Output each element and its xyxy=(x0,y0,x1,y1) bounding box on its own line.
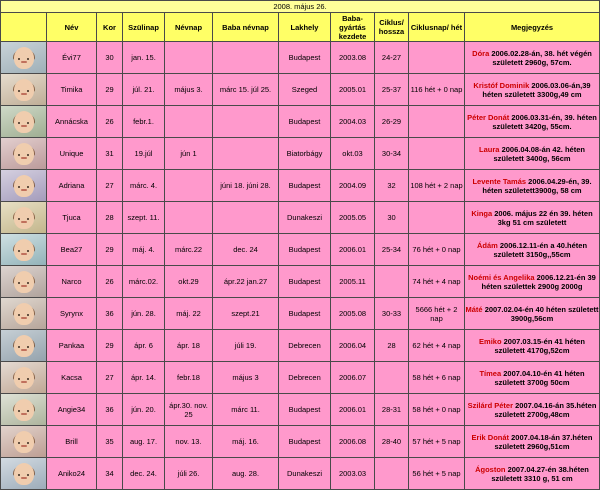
cell-cycle-length: 24-27 xyxy=(375,42,409,74)
cell-nameday xyxy=(165,106,213,138)
column-header-cycle-day: Ciklusnap/ hét xyxy=(409,13,465,42)
cell-cycle-length: 28-31 xyxy=(375,394,409,426)
table-row xyxy=(1,234,600,266)
cell-birthday: jún. 28. xyxy=(123,298,165,330)
table-row xyxy=(1,426,600,458)
cell-birthday: szept. 11. xyxy=(123,202,165,234)
note-detail: 2007.04.10-én 41 héten született 3700g 50cm xyxy=(494,368,585,387)
column-header-age: Kor xyxy=(97,13,123,42)
cell-start: 2006.07 xyxy=(331,362,375,394)
cell-name: Timika xyxy=(47,74,97,106)
cell-birthday: jún. 20. xyxy=(123,394,165,426)
cell-baby-nameday: júli 19. xyxy=(213,330,279,362)
cell-start: 2006.08 xyxy=(331,426,375,458)
cell-baby-nameday xyxy=(213,138,279,170)
column-header-birthday: Szülinap xyxy=(123,13,165,42)
cell-baby-nameday xyxy=(213,42,279,74)
table-row xyxy=(1,266,600,298)
avatar xyxy=(1,298,47,330)
note-baby-name: Máté xyxy=(465,304,483,314)
header-row xyxy=(1,13,600,42)
cell-age: 30 xyxy=(97,42,123,74)
cell-nameday: febr.18 xyxy=(165,362,213,394)
cell-cycle-day: 116 hét + 0 nap xyxy=(409,74,465,106)
note-detail: 2006.04.29-én, 39. héten született3900g, 58 cm xyxy=(482,176,592,195)
cell-age: 34 xyxy=(97,458,123,490)
cell-start: 2003.03 xyxy=(331,458,375,490)
cell-start: 2005.05 xyxy=(331,202,375,234)
cell-age: 36 xyxy=(97,394,123,426)
cell-name: Bea27 xyxy=(47,234,97,266)
cell-city: Dunakeszi xyxy=(279,458,331,490)
cell-baby-nameday xyxy=(213,106,279,138)
cell-baby-nameday: máj. 16. xyxy=(213,426,279,458)
cell-nameday: ápr. 18 xyxy=(165,330,213,362)
cell-cycle-length: 25-34 xyxy=(375,234,409,266)
cell-note xyxy=(465,170,600,202)
table-row xyxy=(1,394,600,426)
cell-start: 2004.03 xyxy=(331,106,375,138)
cell-baby-nameday: aug. 28. xyxy=(213,458,279,490)
cell-birthday: márc.02. xyxy=(123,266,165,298)
cell-age: 35 xyxy=(97,426,123,458)
cell-birthday: máj. 4. xyxy=(123,234,165,266)
note-detail: 2006.03.06-án,39 héten született 3300g,49 cm xyxy=(482,80,591,99)
table-row xyxy=(1,330,600,362)
note-baby-name: Dóra xyxy=(472,48,490,58)
cell-city: Budapest xyxy=(279,170,331,202)
cell-note xyxy=(465,298,600,330)
avatar xyxy=(1,426,47,458)
cell-note xyxy=(465,458,600,490)
cell-name: Syrynx xyxy=(47,298,97,330)
cell-age: 28 xyxy=(97,202,123,234)
cell-name: Tjuca xyxy=(47,202,97,234)
cell-note xyxy=(465,202,600,234)
cell-age: 29 xyxy=(97,330,123,362)
cell-name: Angie34 xyxy=(47,394,97,426)
cell-cycle-day: 5666 hét + 2 nap xyxy=(409,298,465,330)
cell-nameday xyxy=(165,202,213,234)
cell-name: Kacsa xyxy=(47,362,97,394)
avatar xyxy=(1,330,47,362)
cell-city: Szeged xyxy=(279,74,331,106)
title-row xyxy=(1,1,600,13)
cell-cycle-length xyxy=(375,266,409,298)
note-detail: 2007.02.04-én 40 héten született 3900g,56cm xyxy=(484,304,599,323)
cell-start: okt.03 xyxy=(331,138,375,170)
note-baby-name: Laura xyxy=(479,144,500,154)
cell-note xyxy=(465,266,600,298)
note-detail: 2007.04.16-án 35.héten született 2700g,48cm xyxy=(494,400,597,419)
cell-age: 36 xyxy=(97,298,123,330)
column-header-cycle-length: Ciklus/ hossza xyxy=(375,13,409,42)
cell-city: Budapest xyxy=(279,234,331,266)
note-detail: 2006.12.11-én a 40.héten született 3150g,,55cm xyxy=(493,240,588,259)
cell-cycle-length: 25-37 xyxy=(375,74,409,106)
avatar xyxy=(1,42,47,74)
avatar xyxy=(1,170,47,202)
note-baby-name: Szilárd Péter xyxy=(467,400,514,410)
note-baby-name: Kristóf Dominik xyxy=(473,80,530,90)
note-baby-name: Erik Donát xyxy=(471,432,510,442)
cell-age: 27 xyxy=(97,362,123,394)
cell-name: Annácska xyxy=(47,106,97,138)
cell-city: Budapest xyxy=(279,298,331,330)
avatar xyxy=(1,394,47,426)
cell-start: 2006.01 xyxy=(331,234,375,266)
cell-cycle-day: 108 hét + 2 nap xyxy=(409,170,465,202)
cell-birthday: dec. 24. xyxy=(123,458,165,490)
avatar xyxy=(1,266,47,298)
avatar xyxy=(1,362,47,394)
cell-name: Adriana xyxy=(47,170,97,202)
cell-start: 2005.01 xyxy=(331,74,375,106)
cell-cycle-day: 74 hét + 4 nap xyxy=(409,266,465,298)
cell-cycle-day xyxy=(409,42,465,74)
table-row xyxy=(1,42,600,74)
cell-baby-nameday xyxy=(213,202,279,234)
avatar xyxy=(1,202,47,234)
note-baby-name: Ádám xyxy=(476,240,498,250)
note-detail: 2006.02.28-án, 38. hét végén született 2960g, 57cm. xyxy=(491,48,592,67)
note-detail: 2007.03.15-én 41 héten született 4170g,52cm xyxy=(494,336,585,355)
cell-start: 2005.08 xyxy=(331,298,375,330)
cell-nameday xyxy=(165,42,213,74)
note-baby-name: Levente Tamás xyxy=(472,176,527,186)
avatar xyxy=(1,234,47,266)
cell-note xyxy=(465,362,600,394)
cell-birthday: jan. 15. xyxy=(123,42,165,74)
cell-nameday: máj. 22 xyxy=(165,298,213,330)
cell-start: 2006.04 xyxy=(331,330,375,362)
cell-baby-nameday: márc 15. júl 25. xyxy=(213,74,279,106)
cell-city: Budapest xyxy=(279,106,331,138)
cell-birthday: 19.júl xyxy=(123,138,165,170)
cell-note xyxy=(465,234,600,266)
cell-cycle-day xyxy=(409,138,465,170)
cell-age: 29 xyxy=(97,74,123,106)
table-row xyxy=(1,106,600,138)
cell-age: 27 xyxy=(97,170,123,202)
cell-note xyxy=(465,394,600,426)
table-row xyxy=(1,74,600,106)
note-baby-name: Péter Donát xyxy=(467,112,510,122)
avatar xyxy=(1,138,47,170)
table-row xyxy=(1,170,600,202)
cell-city: Debrecen xyxy=(279,330,331,362)
cell-note xyxy=(465,42,600,74)
cell-cycle-length: 28-40 xyxy=(375,426,409,458)
note-baby-name: Ágoston xyxy=(475,464,506,474)
avatar xyxy=(1,74,47,106)
cell-nameday: okt.29 xyxy=(165,266,213,298)
note-baby-name: Kinga xyxy=(471,208,493,218)
cell-city: Biatorbágy xyxy=(279,138,331,170)
cell-name: Unique xyxy=(47,138,97,170)
cell-baby-nameday: márc 11. xyxy=(213,394,279,426)
note-detail: 2006.12.21-én 39 héten születtek 2900g 2000g xyxy=(481,272,596,291)
cell-cycle-length: 26-29 xyxy=(375,106,409,138)
cell-nameday: márc.22 xyxy=(165,234,213,266)
note-detail: 2007.04.18-án 37.héten született 2960g,51cm xyxy=(494,432,593,451)
table-row xyxy=(1,458,600,490)
cell-cycle-length: 30-34 xyxy=(375,138,409,170)
table-row xyxy=(1,362,600,394)
cell-note xyxy=(465,138,600,170)
cell-baby-nameday: dec. 24 xyxy=(213,234,279,266)
note-baby-name: Tímea xyxy=(479,368,502,378)
cell-baby-nameday: júni 18. júni 28. xyxy=(213,170,279,202)
table-row xyxy=(1,138,600,170)
note-detail: 2006.04.08-án 42. héten született 3400g, 56cm xyxy=(493,144,585,163)
cell-nameday: nov. 13. xyxy=(165,426,213,458)
cell-cycle-day: 58 hét + 6 nap xyxy=(409,362,465,394)
cell-name: Narco xyxy=(47,266,97,298)
cell-age: 29 xyxy=(97,234,123,266)
cell-birthday: aug. 17. xyxy=(123,426,165,458)
cell-city: Budapest xyxy=(279,394,331,426)
cell-city: Dunakeszi xyxy=(279,202,331,234)
cell-note xyxy=(465,106,600,138)
avatar xyxy=(1,458,47,490)
cell-cycle-length: 28 xyxy=(375,330,409,362)
cell-cycle-length xyxy=(375,458,409,490)
cell-name: Pankaa xyxy=(47,330,97,362)
cell-start: 2003.08 xyxy=(331,42,375,74)
document-title: 2008. május 26. xyxy=(1,1,600,13)
cell-baby-nameday: szept.21 xyxy=(213,298,279,330)
cell-cycle-day: 58 hét + 0 nap xyxy=(409,394,465,426)
table-row xyxy=(1,298,600,330)
cell-nameday: május 3. xyxy=(165,74,213,106)
cell-birthday: júl. 21. xyxy=(123,74,165,106)
cell-cycle-day xyxy=(409,202,465,234)
cell-age: 26 xyxy=(97,106,123,138)
note-detail: 2007.04.27-én 38.héten született 3310 g, 51 cm xyxy=(491,464,589,483)
note-detail: 2006.03.31-én, 39. héten született 3420g, 55cm. xyxy=(492,112,597,131)
cell-birthday: márc. 4. xyxy=(123,170,165,202)
cell-note xyxy=(465,426,600,458)
cell-name: Brill xyxy=(47,426,97,458)
cell-city: Debrecen xyxy=(279,362,331,394)
note-detail: 2006. május 22 én 39. héten 3kg 51 cm született xyxy=(494,208,593,227)
cell-nameday: júli 26. xyxy=(165,458,213,490)
note-baby-name: Emiko xyxy=(479,336,502,346)
column-header-city: Lakhely xyxy=(279,13,331,42)
cell-nameday: jún 1 xyxy=(165,138,213,170)
cell-cycle-day: 57 hét + 5 nap xyxy=(409,426,465,458)
cell-birthday: febr.1. xyxy=(123,106,165,138)
cell-baby-nameday: ápr.22 jan.27 xyxy=(213,266,279,298)
cell-birthday: ápr. 6 xyxy=(123,330,165,362)
column-header-start: Baba-gyártás kezdete xyxy=(331,13,375,42)
cell-start: 2005.11 xyxy=(331,266,375,298)
cell-note xyxy=(465,330,600,362)
cell-age: 26 xyxy=(97,266,123,298)
cell-name: Aniko24 xyxy=(47,458,97,490)
table-row xyxy=(1,202,600,234)
note-baby-name: Noémi és Angelika xyxy=(468,272,535,282)
cell-city: Budapest xyxy=(279,266,331,298)
cell-cycle-day: 56 hét + 5 nap xyxy=(409,458,465,490)
cell-name: Évi77 xyxy=(47,42,97,74)
column-header-name: Név xyxy=(47,13,97,42)
column-header-nameday: Névnap xyxy=(165,13,213,42)
cell-age: 31 xyxy=(97,138,123,170)
column-header-baby-nameday: Baba névnap xyxy=(213,13,279,42)
cell-city: Budapest xyxy=(279,426,331,458)
cell-nameday xyxy=(165,170,213,202)
cell-cycle-day xyxy=(409,106,465,138)
cell-cycle-length: 32 xyxy=(375,170,409,202)
column-header-photo xyxy=(1,13,47,42)
cell-start: 2006.01 xyxy=(331,394,375,426)
avatar xyxy=(1,106,47,138)
cell-city: Budapest xyxy=(279,42,331,74)
cell-cycle-day: 76 hét + 0 nap xyxy=(409,234,465,266)
cell-cycle-length: 30-33 xyxy=(375,298,409,330)
cell-note xyxy=(465,74,600,106)
cell-birthday: ápr. 14. xyxy=(123,362,165,394)
cell-start: 2004.09 xyxy=(331,170,375,202)
cell-baby-nameday: május 3 xyxy=(213,362,279,394)
cell-nameday: ápr.30. nov. 25 xyxy=(165,394,213,426)
column-header-note: Megjegyzés xyxy=(465,13,600,42)
cell-cycle-length xyxy=(375,362,409,394)
cell-cycle-length: 30 xyxy=(375,202,409,234)
cell-cycle-day: 62 hét + 4 nap xyxy=(409,330,465,362)
